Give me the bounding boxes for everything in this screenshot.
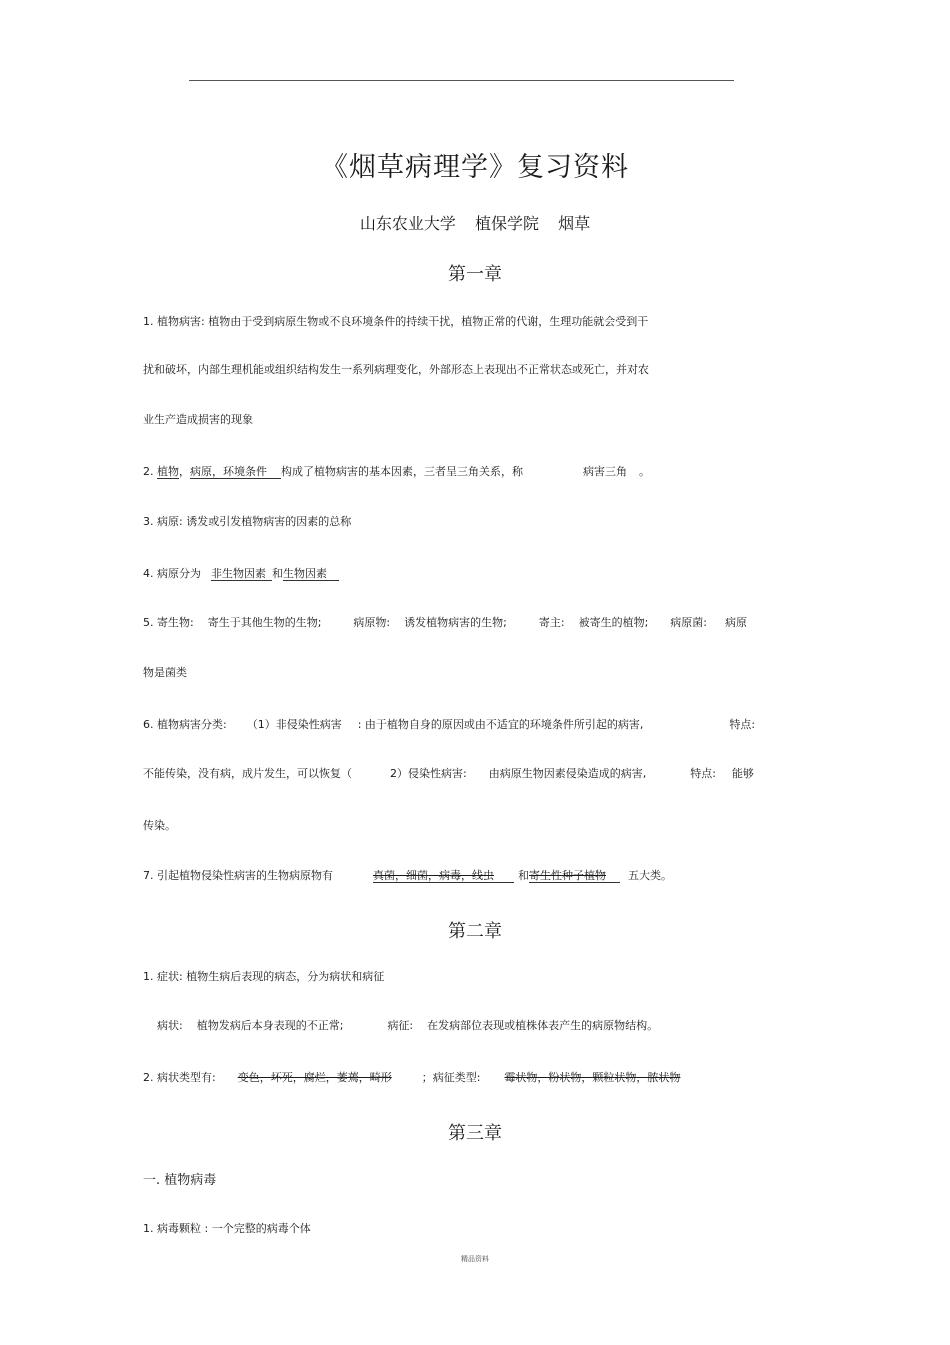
ch1-item4-biotic: 生物因素 <box>283 567 339 581</box>
ch1-item5 <box>143 615 747 631</box>
ch2-sign-def: 在发病部位表现或植株体表产生的病原物结构。 <box>427 1019 659 1032</box>
ch1-item7 <box>143 868 672 884</box>
ch1-item6-infectious-feature: 能够 <box>731 767 754 780</box>
ch1-item2-environment: 环境条件 <box>223 465 281 479</box>
ch1-item4-abiotic: 非生物因素 <box>211 567 272 581</box>
ch1-item2-period: 。 <box>639 465 650 478</box>
ch1-item7-and: 和 <box>518 869 529 882</box>
ch1-item2-num: 2. <box>143 465 157 478</box>
ch1-item6-noninfectious: （1）非侵染性病害 <box>246 718 342 731</box>
ch1-item5-pathogen-def: 诱发植物病害的生物; <box>404 616 507 629</box>
ch1-item6-feature-label: 特点: <box>729 718 756 731</box>
ch2-item2 <box>143 1070 718 1086</box>
ch1-item1-line2: 扰和破坏，内部生理机能或组织结构发生一系列病理变化，外部形态上表现出不正常状态或死亡，并对农 <box>143 363 649 376</box>
document-subtitle: 山东农业大学 植保学院 烟草 <box>359 214 591 233</box>
ch2-item1-sub <box>157 1018 658 1034</box>
ch1-item7-tail: 五大类。 <box>628 869 672 882</box>
ch1-item6-infectious: 2）侵染性病害: <box>390 767 467 780</box>
ch2-item2-lead: 2. 病状类型有: <box>143 1071 216 1084</box>
page-footer: 精品资料 <box>461 1255 489 1263</box>
ch1-item5-parasite-label: 5. 寄生物: <box>143 616 194 629</box>
ch2-symptom-label: 病状: <box>157 1019 183 1032</box>
ch1-item5-host-def: 被寄生的植物; <box>578 616 649 629</box>
ch1-item5-parasite-def: 寄生于其他生物的生物; <box>207 616 322 629</box>
ch2-item1: 1. 症状: 植物生病后表现的病态，分为病状和病征 <box>143 970 385 983</box>
ch1-item6-line3: 传染。 <box>143 819 176 832</box>
ch1-item6-infectious-def: 由病原生物因素侵染造成的病害, <box>488 767 647 780</box>
ch1-item6-noninfectious-def: : 由于植物自身的原因或由不适宜的环境条件所引起的病害, <box>357 718 644 731</box>
ch2-sign-types-label: ；病征类型: <box>421 1071 481 1084</box>
ch3-section-1: 一. 植物病毒 <box>143 1173 217 1188</box>
chapter-3-heading: 第三章 <box>448 1123 502 1144</box>
ch1-item6-line1 <box>143 717 755 733</box>
ch1-item5-host-label: 寄主: <box>538 616 565 629</box>
ch1-item7-lead: 7. 引起植物侵染性病害的生物病原物有 <box>143 869 333 882</box>
ch3-item1: 1. 病毒颗粒 : 一个完整的病毒个体 <box>143 1222 311 1235</box>
ch1-item4-and: 和 <box>272 567 283 580</box>
ch1-item1-line3: 业生产造成损害的现象 <box>143 413 253 426</box>
ch1-item6-lead: 6. 植物病害分类: <box>143 718 227 731</box>
ch1-item4-lead: 4. 病原分为 <box>143 567 201 580</box>
ch1-item3: 3. 病原: 诱发或引发植物病害的因素的总称 <box>143 515 352 528</box>
ch2-symptom-def: 植物发病后本身表现的不正常; <box>196 1019 344 1032</box>
ch1-item6-line2 <box>143 766 754 782</box>
ch1-item4 <box>143 566 339 582</box>
ch1-item2-triangle: 病害三角 <box>583 465 627 478</box>
header-rule <box>189 80 734 81</box>
ch1-item2-plant: 植物 <box>157 465 179 478</box>
ch1-item6-noninfectious-feature: 不能传染，没有病，成片发生，可以恢复（ <box>143 767 352 780</box>
ch1-item2-text: 构成了植物病害的基本因素，三者呈三角关系，称 <box>281 465 523 478</box>
ch2-sign-types: 霉状物，粉状物，颗粒状物，脓状物 <box>504 1071 681 1084</box>
ch1-item7-pathogens: 真菌，细菌，病毒，线虫 <box>373 869 514 883</box>
ch1-item1-line1: 1. 植物病害: 植物由于受到病原生物或不良环境条件的持续干扰，植物正常的代谢，生理功能就会受到干 <box>143 315 649 328</box>
ch1-item5-pathogen-label: 病原物: <box>353 616 391 629</box>
ch1-item2-pathogen: 病原， <box>190 465 223 478</box>
document-title: 《烟草病理学》复习资料 <box>321 152 629 183</box>
ch1-item7-parasitic-plants: 寄生性种子植物 <box>529 869 620 883</box>
ch1-item2 <box>143 464 650 480</box>
ch2-sign-label: 病征: <box>387 1019 414 1032</box>
ch1-item2-comma: ， <box>179 465 190 478</box>
ch2-symptom-types: 变色，坏死，腐烂，萎蔫，畸形 <box>237 1071 392 1084</box>
ch1-item5-line2: 物是菌类 <box>143 666 187 679</box>
chapter-1-heading: 第一章 <box>448 264 502 285</box>
ch1-item6-feature-label-2: 特点: <box>690 767 716 780</box>
ch1-item5-fungus-def: 病原 <box>725 616 748 629</box>
chapter-2-heading: 第二章 <box>448 921 502 942</box>
ch1-item5-fungus-label: 病原菌: <box>670 616 708 629</box>
